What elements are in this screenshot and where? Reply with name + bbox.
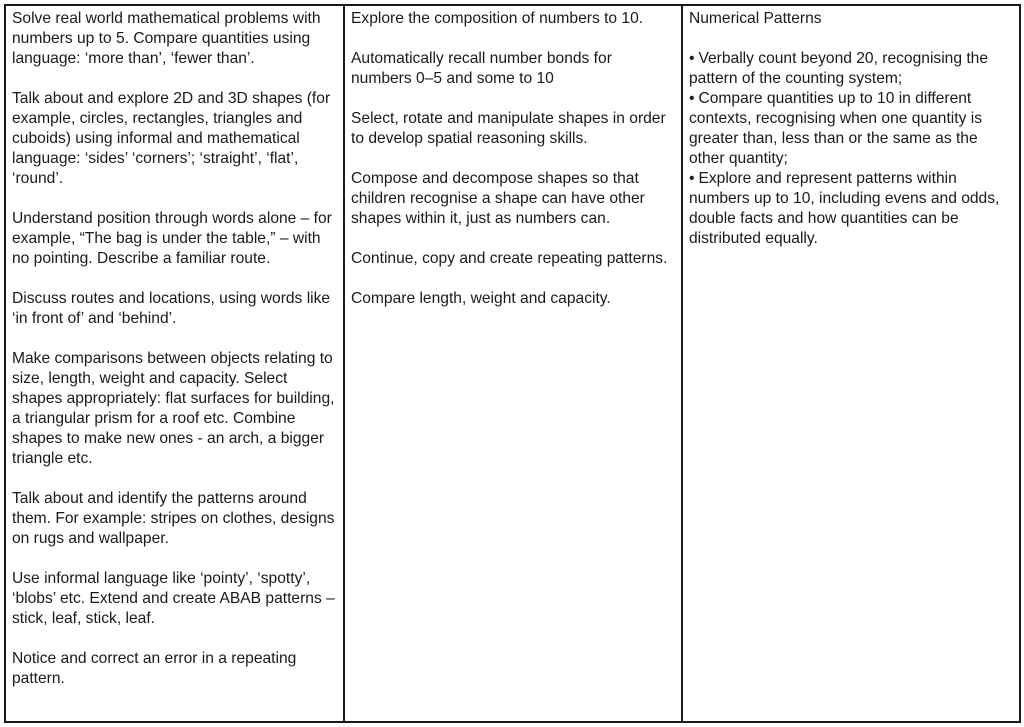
curriculum-table (4, 4, 1021, 723)
paragraph-position-words: Understand position through words alone – for example, “The bag is under the table,” – with no pointing. Describe a familiar route. (12, 210, 332, 267)
column-reception-objectives (344, 5, 682, 722)
bullet-icon: • (689, 90, 695, 107)
column-early-learning-goals (5, 5, 344, 722)
bullet-text: Verbally count beyond 20, recognising the pattern of the counting system; (689, 50, 989, 87)
paragraph-solve-problems: Solve real world mathematical problems with numbers up to 5. Compare quantities using language: ‘more than’, ‘fewer than’. (12, 10, 321, 67)
numerical-patterns-list (689, 49, 1013, 249)
paragraph-manipulate-shapes: Select, rotate and manipulate shapes in order to develop spatial reasoning skills. (351, 110, 666, 147)
paragraph-correct-error: Notice and correct an error in a repeating pattern. (12, 650, 297, 687)
bullet-text: Explore and represent patterns within numbers up to 10, including evens and odds, double facts and how quantities can be distributed equally. (689, 170, 1000, 247)
list-item (689, 89, 1013, 169)
column-numerical-patterns (682, 5, 1020, 722)
paragraph-identify-patterns: Talk about and identify the patterns around them. For example: stripes on clothes, designs on rugs and wallpaper. (12, 490, 335, 547)
table-row (5, 5, 1020, 722)
bullet-icon: • (689, 170, 695, 187)
paragraph-informal-language: Use informal language like ‘pointy’, ‘spotty’, ‘blobs’ etc. Extend and create ABAB patterns – stick, leaf, stick, leaf. (12, 570, 335, 627)
paragraph-number-bonds: Automatically recall number bonds for numbers 0–5 and some to 10 (351, 50, 612, 87)
bullet-icon: • (689, 50, 695, 67)
paragraph-compose-decompose: Compose and decompose shapes so that children recognise a shape can have other shapes within it, just as numbers can. (351, 170, 645, 227)
paragraph-2d-3d-shapes: Talk about and explore 2D and 3D shapes (for example, circles, rectangles, triangles and cuboids) using informal and mathematical language: ‘sides’ ‘corners’; ‘straight’, ‘flat’, ‘round’. (12, 90, 331, 187)
paragraph-repeating-patterns: Continue, copy and create repeating patterns. (351, 250, 668, 267)
paragraph-compare-length: Compare length, weight and capacity. (351, 290, 611, 307)
paragraph-routes-locations: Discuss routes and locations, using words like ‘in front of’ and ‘behind’. (12, 290, 331, 327)
list-item (689, 169, 1013, 249)
numerical-patterns-heading: Numerical Patterns (689, 10, 822, 27)
bullet-text: Compare quantities up to 10 in different contexts, recognising when one quantity is greater than, less than or the same as the other quantity; (689, 90, 982, 167)
paragraph-make-comparisons: Make comparisons between objects relating to size, length, weight and capacity. Select shapes appropriately: flat surfaces for building, a triangular prism for a roof etc. Combine shapes to make new ones - an arch, a bigger triangle etc. (12, 350, 335, 467)
paragraph-composition-numbers: Explore the composition of numbers to 10. (351, 10, 644, 27)
list-item (689, 49, 1013, 89)
